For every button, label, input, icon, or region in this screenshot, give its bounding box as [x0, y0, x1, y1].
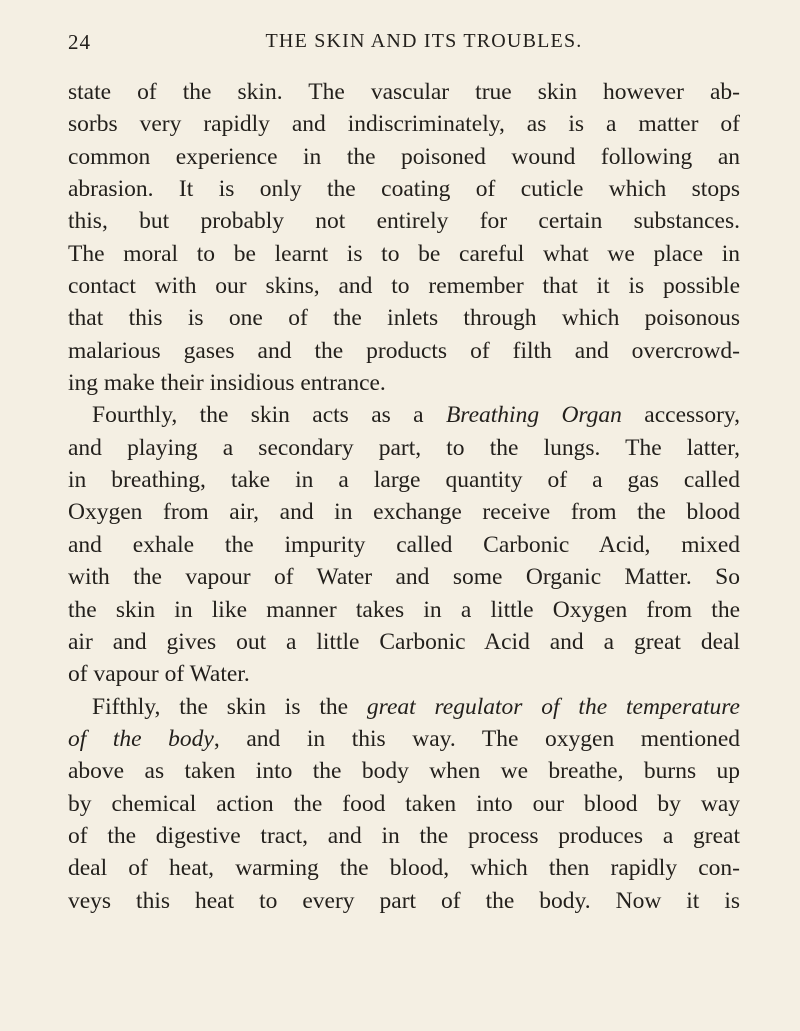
- text-line-paragraph-start: Fourthly, the skin acts as a Breathing Organ accessory,: [92, 402, 740, 429]
- text-line: with the vapour of Water and some Organic Matter. So: [68, 564, 740, 591]
- text-line: the skin in like manner takes in a little Oxygen from the: [68, 596, 740, 623]
- text-line: air and gives out a little Carbonic Acid and a great deal: [68, 628, 740, 655]
- text-line: deal of heat, warming the blood, which then rapidly con-: [68, 855, 740, 882]
- page-number: 24: [68, 30, 91, 54]
- text-line: veys this heat to every part of the body. Now it is: [68, 887, 740, 914]
- text-line-paragraph-start: Fifthly, the skin is the great regulator of the temperature: [92, 693, 740, 720]
- text-line: The moral to be learnt is to be careful what we place in: [68, 240, 740, 267]
- text-line: and playing a secondary part, to the lungs. The latter,: [68, 434, 740, 461]
- text-line: state of the skin. The vascular true skin however ab-: [68, 79, 740, 105]
- italic-term: great regulator of the temperature: [366, 693, 740, 720]
- text-line: above as taken into the body when we breathe, burns up: [68, 758, 740, 785]
- text-line: of the digestive tract, and in the process produces a great: [68, 822, 740, 849]
- text-line-paragraph-end: of vapour of Water.: [68, 661, 250, 688]
- text-line: by chemical action the food taken into our blood by way: [68, 790, 740, 817]
- text-line: contact with our skins, and to remember that it is possible: [68, 273, 740, 300]
- running-head: [68, 30, 740, 60]
- running-title: THE SKIN AND ITS TROUBLES.: [265, 30, 583, 52]
- text-line: that this is one of the inlets through which poisonous: [68, 305, 740, 332]
- italic-term: of the body: [68, 725, 214, 752]
- text-line: and exhale the impurity called Carbonic Acid, mixed: [68, 531, 740, 558]
- text-line: malarious gases and the products of filth and overcrowd-: [68, 337, 740, 364]
- text-line: common experience in the poisoned wound following an: [68, 143, 740, 170]
- text-line: this, but probably not entirely for certain substances.: [68, 208, 740, 235]
- text-line-paragraph-end: ing make their insidious entrance.: [68, 370, 386, 397]
- text-line: abrasion. It is only the coating of cuticle which stops: [68, 176, 740, 203]
- italic-term: Breathing Organ: [445, 402, 622, 429]
- text-line: in breathing, take in a large quantity of a gas called: [68, 467, 740, 494]
- body-text: [68, 76, 740, 917]
- text-line: sorbs very rapidly and indiscriminately, as is a matter of: [68, 111, 740, 138]
- text-line: Oxygen from air, and in exchange receive from the blood: [68, 499, 740, 526]
- text-line: of the body, and in this way. The oxygen mentioned: [68, 725, 741, 752]
